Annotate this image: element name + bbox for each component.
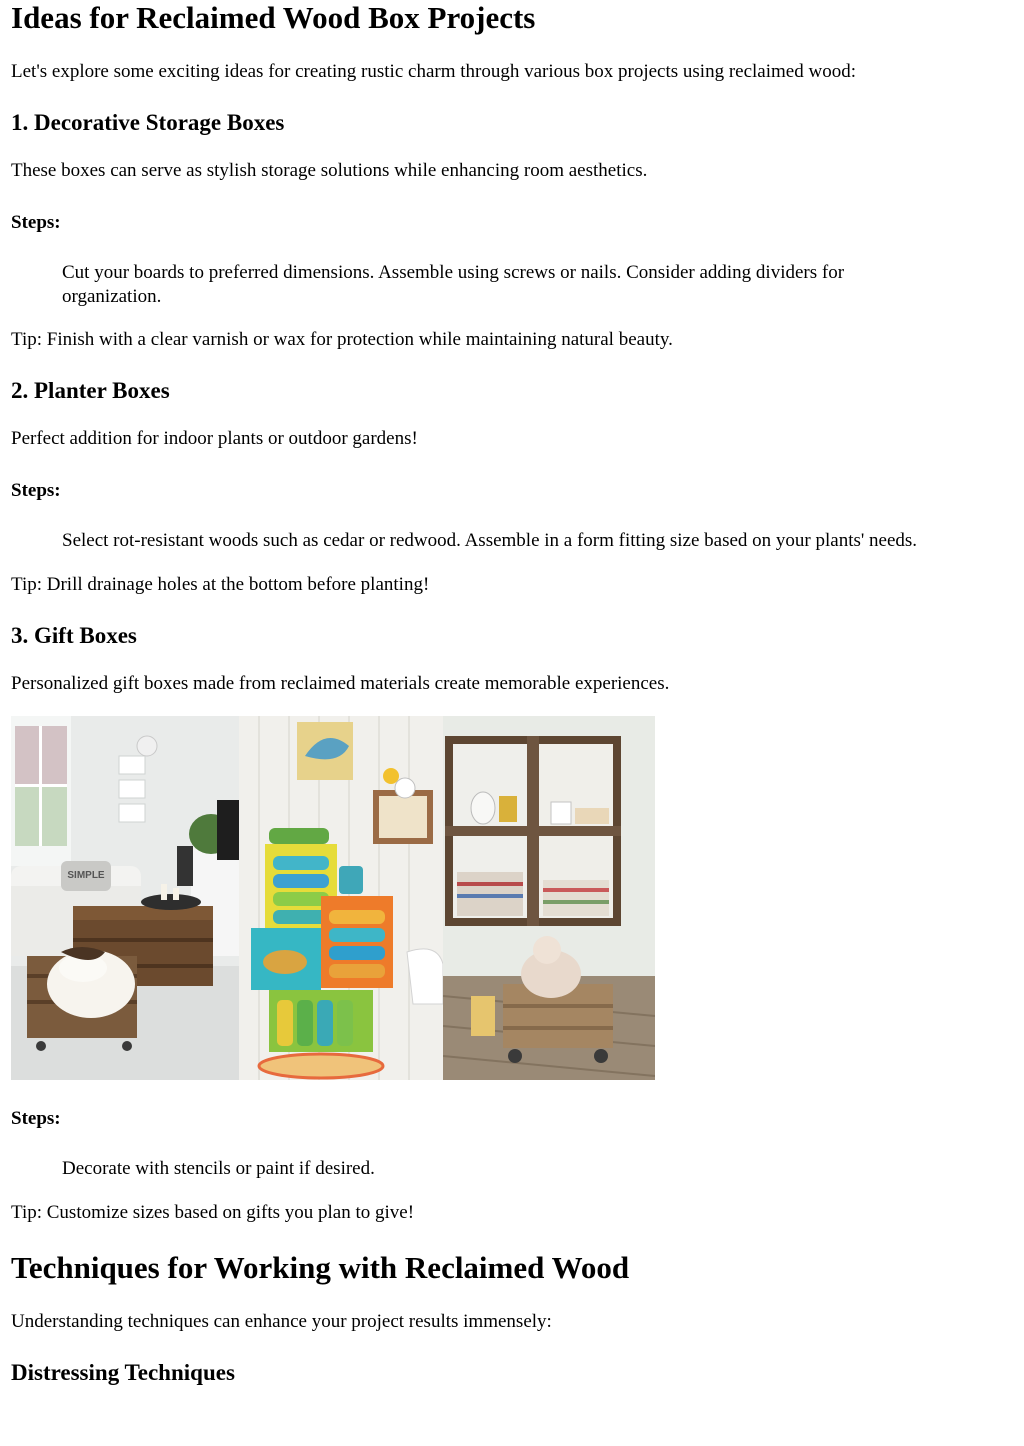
steps-text-storage-line2: organization. xyxy=(62,286,162,307)
tip-planter-boxes: Tip: Drill drainage holes at the bottom before planting! xyxy=(11,574,430,595)
project-photo-collage xyxy=(11,716,655,1080)
heading-decorative-storage-boxes: 1. Decorative Storage Boxes xyxy=(11,110,285,135)
heading-planter-boxes: 2. Planter Boxes xyxy=(11,378,170,403)
colorful-crates-illustration xyxy=(239,716,443,1080)
description-gift-boxes: Personalized gift boxes made from reclaimed materials create memorable experiences. xyxy=(11,673,670,694)
steps-label: Steps: xyxy=(11,1108,61,1129)
photo-living-room-trunk xyxy=(11,716,239,1080)
intro-paragraph: Let's explore some exciting ideas for creating rustic charm through various box projects using reclaimed wood: xyxy=(11,61,856,82)
pillow-text: SIMPLE xyxy=(67,870,105,881)
tip-storage-boxes: Tip: Finish with a clear varnish or wax for protection while maintaining natural beauty. xyxy=(11,329,673,350)
heading-distressing-techniques: Distressing Techniques xyxy=(11,1360,235,1385)
steps-label: Steps: xyxy=(11,480,61,501)
crate-shelves-illustration xyxy=(443,716,655,1080)
description-storage-boxes: These boxes can serve as stylish storage solutions while enhancing room aesthetics. xyxy=(11,160,648,181)
steps-label: Steps: xyxy=(11,212,61,233)
photo-crate-shelves xyxy=(443,716,655,1080)
tip-gift-boxes: Tip: Customize sizes based on gifts you plan to give! xyxy=(11,1202,415,1223)
living-room-illustration xyxy=(11,716,239,1080)
page-title: Ideas for Reclaimed Wood Box Projects xyxy=(11,0,536,35)
steps-text-planter: Select rot-resistant woods such as cedar or redwood. Assemble in a form fitting size based on your plants' needs. xyxy=(62,530,918,551)
description-planter-boxes: Perfect addition for indoor plants or outdoor gardens! xyxy=(11,428,418,449)
steps-text-gift: Decorate with stencils or paint if desired. xyxy=(62,1158,375,1179)
techniques-intro: Understanding techniques can enhance your project results immensely: xyxy=(11,1311,552,1332)
steps-text-storage-line1: Cut your boards to preferred dimensions. Assemble using screws or nails. Consider adding dividers for xyxy=(62,262,845,283)
heading-gift-boxes: 3. Gift Boxes xyxy=(11,623,137,648)
techniques-title: Techniques for Working with Reclaimed Wood xyxy=(11,1250,630,1285)
photo-colorful-crates xyxy=(239,716,443,1080)
